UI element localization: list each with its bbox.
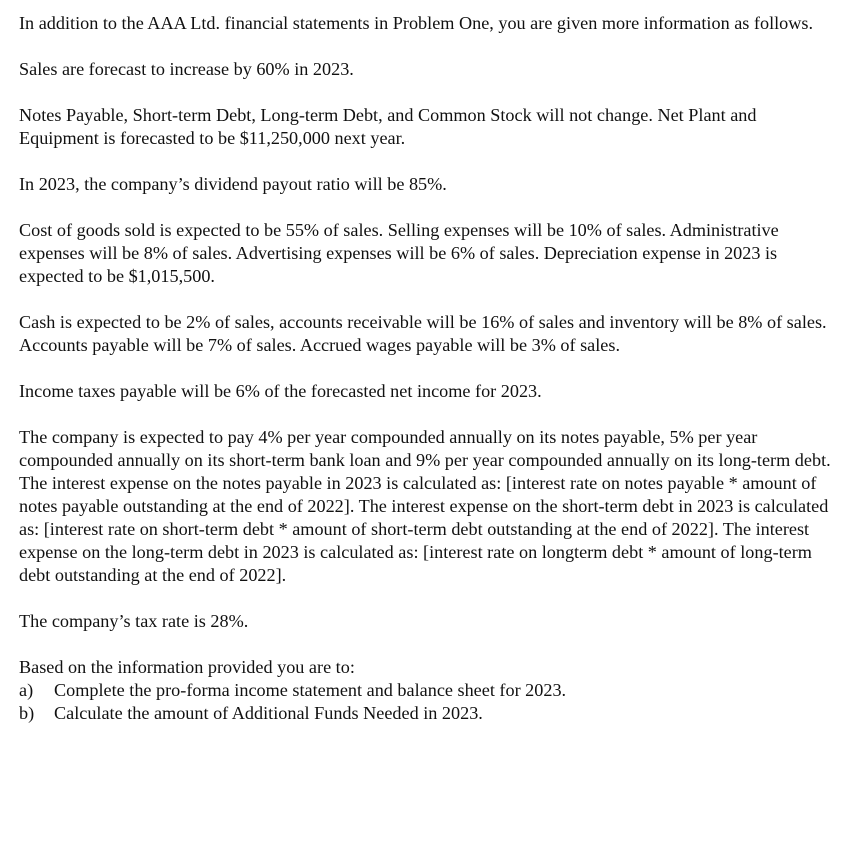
document-page xyxy=(19,12,831,725)
list-marker: a) xyxy=(19,680,34,700)
interest-expense-paragraph: The company is expected to pay 4% per year compounded annually on its notes payable, 5% per year compounded annually on its short-term bank loan and 9% per year compounded annually on its long-term debt. The interest expense on the notes payable in 2023 is calculated as: [interest rate on notes payable * amount of notes payable outstanding at the end of 2022]. The interest expense on the short-term debt in 2023 is calculated as: [interest rate on short-term debt * amount of short-term debt outstanding at the end of 2022]. The interest expense on the long-term debt in 2023 is calculated as: [interest rate on longterm debt * amount of long-term debt outstanding at the end of 2022]. xyxy=(19,427,831,585)
list-item-text: Complete the pro-forma income statement and balance sheet for 2023. xyxy=(54,680,567,700)
working-capital-paragraph: Cash is expected to be 2% of sales, accounts receivable will be 16% of sales and inventory will be 8% of sales. Accounts payable will be 7% of sales. Accrued wages payable will be 3% of sales. xyxy=(19,312,827,355)
list-item xyxy=(19,702,831,725)
list-marker: b) xyxy=(19,703,35,723)
list-item xyxy=(19,679,831,702)
unchanged-items-paragraph: Notes Payable, Short-term Debt, Long-term Debt, and Common Stock will not change. Net Plant and Equipment is forecasted to be $11,250,000 next year. xyxy=(19,105,757,148)
list-item-text: Calculate the amount of Additional Funds Needed in 2023. xyxy=(54,703,483,723)
dividend-payout-paragraph: In 2023, the company’s dividend payout ratio will be 85%. xyxy=(19,174,447,194)
expenses-paragraph: Cost of goods sold is expected to be 55% of sales. Selling expenses will be 10% of sales. Administrative expenses will be 8% of sales. Advertising expenses will be 6% of sales. Depreciation expense in 2023 is expected to be $1,015,500. xyxy=(19,220,779,286)
intro-paragraph: In addition to the AAA Ltd. financial statements in Problem One, you are given more information as follows. xyxy=(19,13,814,33)
task-list xyxy=(19,679,831,725)
sales-forecast-paragraph: Sales are forecast to increase by 60% in 2023. xyxy=(19,59,354,79)
tax-rate-paragraph: The company’s tax rate is 28%. xyxy=(19,611,249,631)
income-taxes-paragraph: Income taxes payable will be 6% of the forecasted net income for 2023. xyxy=(19,381,542,401)
instructions-paragraph: Based on the information provided you are to: xyxy=(19,657,355,677)
